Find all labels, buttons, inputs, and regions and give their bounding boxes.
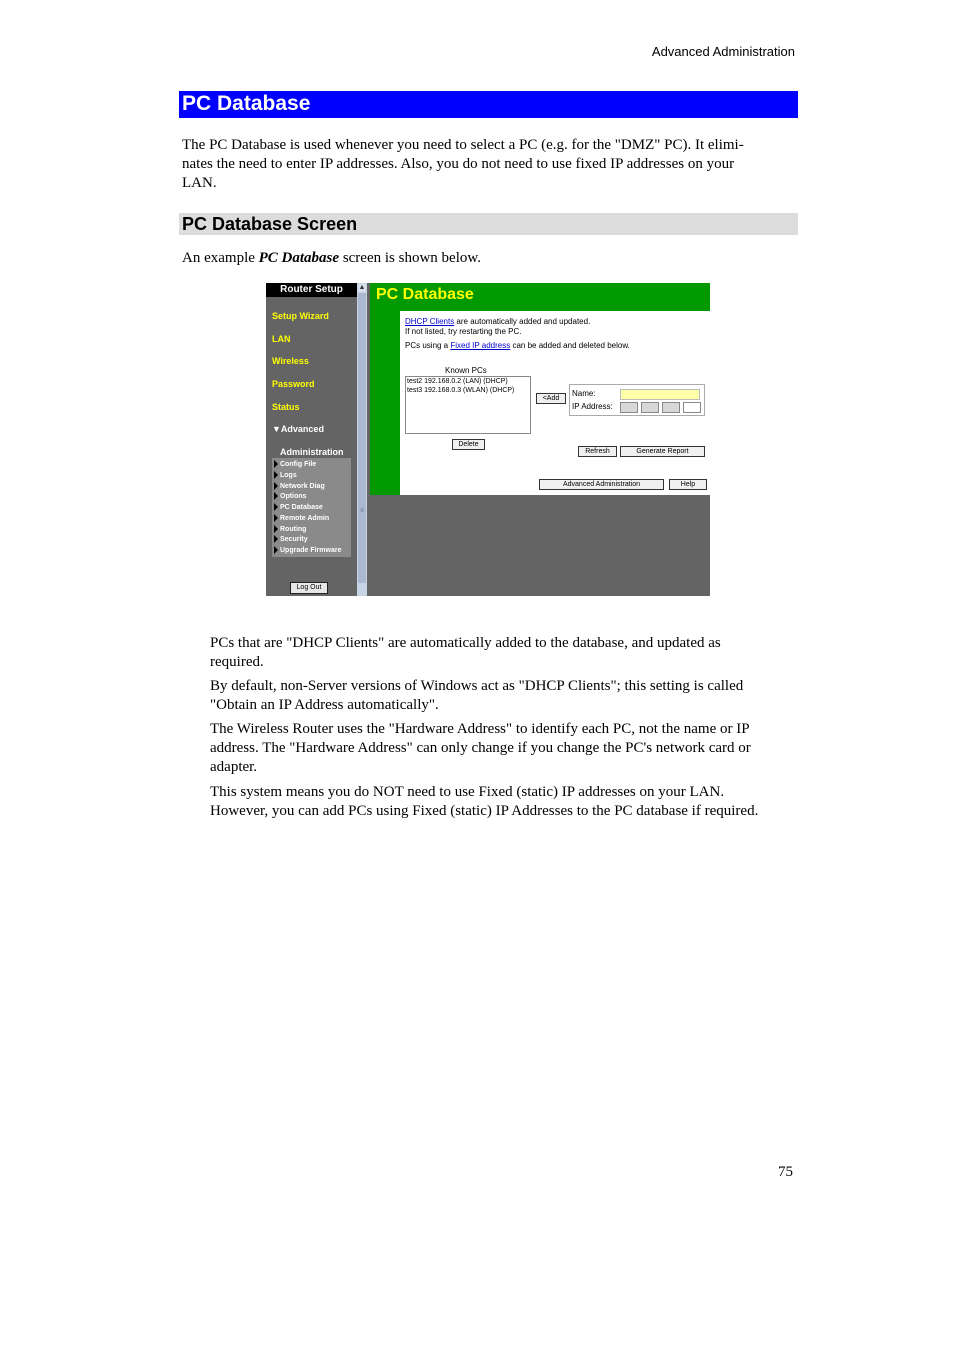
name-label: Name: — [572, 389, 596, 398]
known-pcs-list[interactable] — [405, 376, 531, 434]
para-1-line-2: required. — [210, 654, 264, 670]
example-text-after: screen is shown below. — [339, 250, 481, 266]
submenu-item-network-diag[interactable] — [274, 482, 325, 490]
example-caption — [182, 249, 481, 268]
para-1-line-1: PCs that are "DHCP Clients" are automatically added to the database, and updated as — [210, 635, 721, 651]
sidebar-item-lan[interactable]: LAN — [272, 334, 291, 344]
submenu-item-remote-admin[interactable] — [274, 514, 329, 522]
section-heading — [179, 91, 798, 118]
scroll-thumb[interactable] — [358, 293, 366, 583]
arrow-right-icon — [274, 460, 278, 468]
ip-octet-1-input[interactable] — [620, 402, 638, 413]
ip-octet-4-input[interactable] — [683, 402, 701, 413]
submenu-item-config-file[interactable] — [274, 460, 316, 468]
triangle-down-icon: ▼ — [272, 424, 281, 434]
sidebar-item-administration[interactable]: Administration — [280, 447, 344, 457]
para-3-line-3: adapter. — [210, 759, 258, 775]
sidebar-advanced-label: Advanced — [280, 424, 324, 434]
logout-button[interactable]: Log Out — [290, 582, 328, 594]
dhcp-info-line — [405, 317, 590, 326]
ip-octet-3-input[interactable] — [662, 402, 680, 413]
submenu-item-pc-database[interactable] — [274, 503, 323, 511]
para-4-line-2: However, you can add PCs using Fixed (static) IP Addresses to the PC database if required. — [210, 803, 759, 819]
add-pc-form — [569, 384, 705, 416]
generate-report-button[interactable]: Generate Report — [620, 446, 705, 457]
arrow-right-icon — [274, 535, 278, 543]
fixed-ip-info-line — [405, 341, 630, 350]
ip-address-label: IP Address: — [572, 402, 613, 411]
submenu-label: Security — [280, 535, 308, 543]
delete-button[interactable]: Delete — [452, 439, 485, 450]
ip-octet-2-input[interactable] — [641, 402, 659, 413]
para-3-line-1: The Wireless Router uses the "Hardware Address" to identify each PC, not the name or IP — [210, 721, 750, 737]
dhcp-clients-link[interactable]: DHCP Clients — [405, 317, 455, 326]
submenu-label: Options — [280, 492, 307, 500]
not-listed-text: If not listed, try restarting the PC. — [405, 327, 522, 336]
fixed-info-after: can be added and deleted below. — [510, 341, 630, 350]
admin-submenu — [272, 458, 351, 557]
arrow-right-icon — [274, 482, 278, 490]
submenu-label: PC Database — [280, 503, 323, 511]
submenu-item-security[interactable] — [274, 535, 308, 543]
vertical-scrollbar[interactable] — [357, 283, 367, 596]
intro-line-3: LAN. — [182, 175, 217, 191]
list-item[interactable]: test2 192.168.0.2 (LAN) (DHCP) — [407, 378, 508, 385]
submenu-label: Logs — [280, 471, 297, 479]
scroll-grip-icon: ≡ — [360, 508, 364, 514]
sidebar-item-wireless[interactable]: Wireless — [272, 356, 309, 366]
submenu-item-options[interactable] — [274, 492, 306, 500]
para-4-line-1: This system means you do NOT need to use Fixed (static) IP addresses on your LAN. — [210, 784, 725, 800]
subsection-heading — [179, 213, 798, 235]
pc-database-screenshot — [266, 283, 710, 596]
page-title: PC Database — [376, 286, 474, 303]
page-number: 75 — [778, 1164, 793, 1180]
para-2-line-2: "Obtain an IP Address automatically". — [210, 697, 439, 713]
name-input[interactable] — [620, 389, 700, 400]
sidebar — [266, 283, 357, 596]
scroll-up-icon[interactable]: ▲ — [358, 284, 366, 291]
main-pane — [370, 283, 710, 495]
para-2-line-1: By default, non-Server versions of Windows act as "DHCP Clients"; this setting is called — [210, 678, 744, 694]
dhcp-info-text: are automatically added and updated. — [454, 317, 591, 326]
sidebar-item-advanced[interactable] — [272, 424, 324, 434]
submenu-item-upgrade-firmware[interactable] — [274, 546, 341, 554]
running-header: Advanced Administration — [651, 44, 795, 59]
example-emphasis: PC Database — [258, 250, 340, 266]
fixed-ip-link[interactable]: Fixed IP address — [450, 341, 511, 350]
list-item[interactable]: test3 192.168.0.3 (WLAN) (DHCP) — [407, 387, 515, 394]
submenu-label: Upgrade Firmware — [280, 546, 342, 554]
known-pcs-label: Known PCs — [445, 366, 487, 375]
sidebar-item-password[interactable]: Password — [272, 379, 315, 389]
add-button[interactable]: <Add — [536, 393, 566, 404]
intro-line-1: The PC Database is used whenever you need to select a PC (e.g. for the "DMZ" PC). It elimi- — [182, 137, 744, 153]
arrow-right-icon — [274, 514, 278, 522]
arrow-right-icon — [274, 546, 278, 554]
subsection-title: PC Database Screen — [182, 214, 358, 234]
arrow-right-icon — [274, 471, 278, 479]
submenu-label: Remote Admin — [280, 514, 330, 522]
submenu-label: Routing — [280, 525, 307, 533]
submenu-label: Network Diag — [280, 482, 325, 490]
submenu-item-logs[interactable] — [274, 471, 297, 479]
submenu-label: Config File — [280, 460, 317, 468]
refresh-button[interactable]: Refresh — [578, 446, 617, 457]
advanced-administration-button[interactable]: Advanced Administration — [539, 479, 664, 490]
arrow-right-icon — [274, 525, 278, 533]
arrow-right-icon — [274, 503, 278, 511]
example-text-before: An example — [182, 250, 259, 266]
intro-line-2: nates the need to enter IP addresses. Also, you do not need to use fixed IP addresses on your — [182, 156, 735, 172]
content-panel — [400, 311, 710, 495]
sidebar-item-status[interactable]: Status — [272, 402, 300, 412]
sidebar-item-setup-wizard[interactable]: Setup Wizard — [272, 311, 329, 321]
sidebar-title: Router Setup — [266, 283, 357, 297]
section-title: PC Database — [182, 92, 311, 115]
submenu-item-routing[interactable] — [274, 525, 306, 533]
arrow-right-icon — [274, 492, 278, 500]
para-3-line-2: address. The "Hardware Address" can only change if you change the PC's network card or — [210, 740, 751, 756]
fixed-info-before: PCs using a — [405, 341, 451, 350]
help-button[interactable]: Help — [669, 479, 707, 490]
